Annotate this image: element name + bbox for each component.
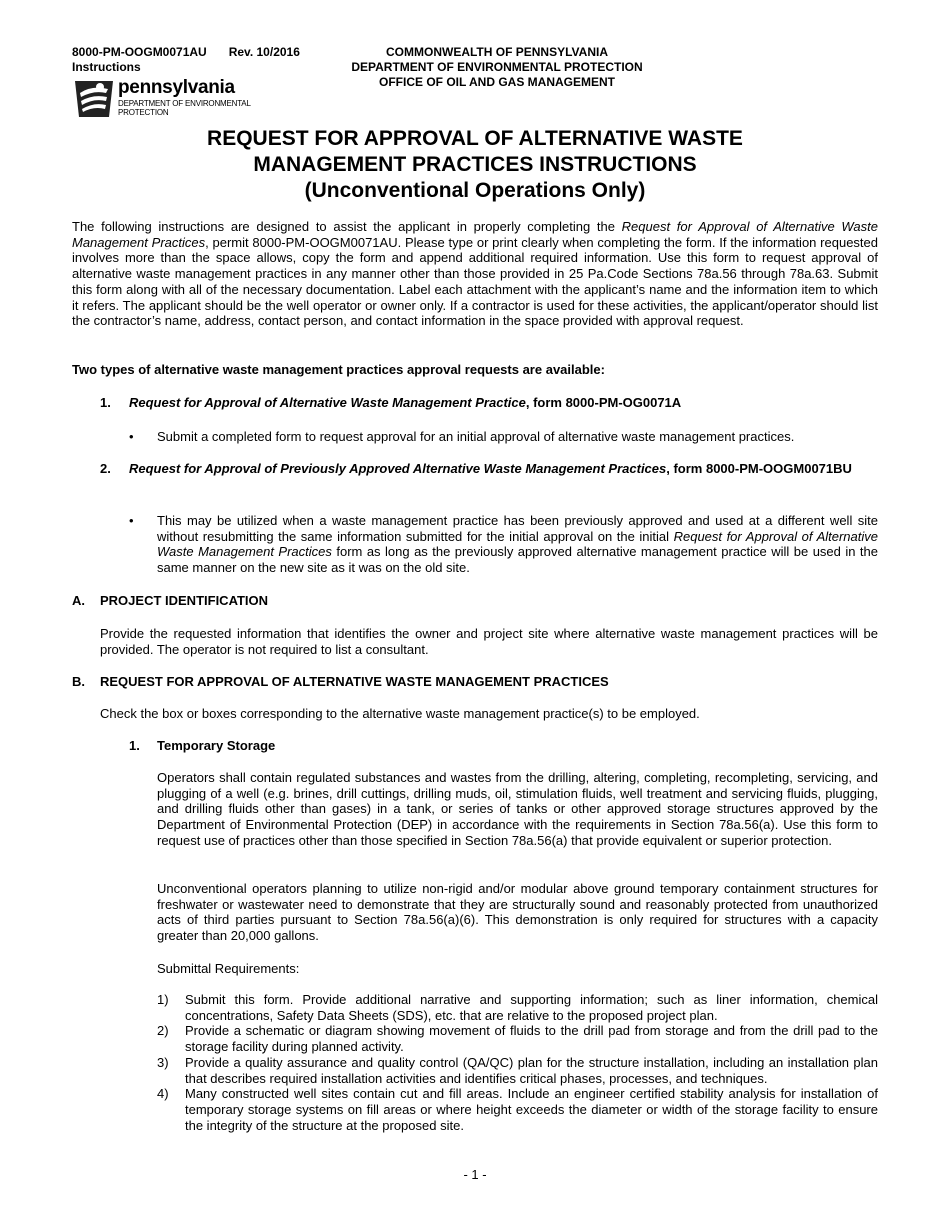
temporary-storage-para-2: Unconventional operators planning to utilize non-rigid and/or modular above ground temporary containment structures for freshwater or wastewater need to demonstrate that they are structurally sound and reasonably protected from unauthorized acts of third parties pursuant to Section 78a.56(a)(6). This demonstration is only required for structures with a capacity greater than 20,000 gallons.	[157, 881, 878, 944]
logo-dept-line: PROTECTION	[118, 108, 169, 117]
section-b-heading: REQUEST FOR APPROVAL OF ALTERNATIVE WASTE MANAGEMENT PRACTICES	[100, 674, 609, 689]
list-item-text: Submit this form. Provide additional narrative and supporting information; such as liner information, chemical concentrations, Safety Data Sheets (SDS), etc. that are relative to the proposed project plan.	[185, 992, 878, 1023]
logo-dept-text	[118, 99, 251, 117]
form-number: 8000-PM-OOGM0071AU	[72, 45, 207, 59]
type-1-form: , form 8000-PM-OG0071A	[525, 395, 682, 410]
list-item-text: Provide a quality assurance and quality control (QA/QC) plan for the structure installation, including an installation plan that describes required installation activities and identifies critical phases, processes, and techniques.	[185, 1054, 878, 1086]
page-title	[100, 126, 850, 204]
intro-paragraph	[72, 219, 878, 329]
type-2-form: , form 8000-PM-OOGM0071BU	[666, 461, 852, 476]
agency-line: OFFICE OF OIL AND GAS MANAGEMENT	[379, 75, 615, 89]
type-2-bullet-text: This may be utilized when a waste management practice has been previously approved and used at a different well site without resubmitting the same information submitted for the initial approval on the initial	[157, 513, 878, 544]
types-heading: Two types of alternative waste management practices approval requests are available:	[72, 362, 605, 377]
type-1-number: 1.	[100, 395, 111, 410]
list-item-number: 3)	[157, 1054, 169, 1070]
title-line-1: REQUEST FOR APPROVAL OF ALTERNATIVE WASTE	[207, 127, 743, 150]
bullet-icon: •	[129, 513, 134, 528]
list-item-number: 4)	[157, 1086, 169, 1102]
title-line-3: (Unconventional Operations Only)	[304, 179, 646, 202]
type-2-bullet-text-cont: form as long as the previously approved alternative management practice will be used in the same manner on the new site as it was on the old site.	[157, 544, 879, 576]
list-item-text: Many constructed well sites contain cut and fill areas. Include an engineer certified stability analysis for installation of temporary storage systems on fill areas or where height exceeds the diameter or width of the storage facility to ensure the integrity of the structure at the proposed site.	[185, 1086, 878, 1133]
title-line-2: MANAGEMENT PRACTICES INSTRUCTIONS	[253, 153, 697, 176]
agency-line: DEPARTMENT OF ENVIRONMENTAL PROTECTION	[351, 60, 643, 74]
list-item	[157, 992, 878, 1023]
agency-line: COMMONWEALTH OF PENNSYLVANIA	[386, 45, 608, 59]
temporary-storage-para-1: Operators shall contain regulated substances and wastes from the drilling, altering, completing, recompleting, servicing, and plugging of a well (e.g. brines, drill cuttings, drilling muds, oil, stimulation fluids, well treatment and servicing fluids, plugging, and drilling fluids other than gases) in a tank, or series of tanks or other approved storage structures approved by the Department of Environmental Protection (DEP) in accordance with the requirements in Section 78a.56(a). Use this form to request use of practices other than those specified in Section 78a.56(a) that provide equivalent or superior protection.	[157, 770, 878, 848]
section-a-heading: PROJECT IDENTIFICATION	[100, 593, 269, 608]
type-1-bullet: Submit a completed form to request approval for an initial approval of alternative waste management practices.	[157, 429, 795, 444]
submittal-heading: Submittal Requirements:	[157, 961, 300, 976]
requirements-list	[157, 992, 878, 1133]
logo-wordmark: pennsylvania	[118, 77, 235, 98]
keystone-logo-icon	[72, 79, 116, 119]
header-form-info	[72, 45, 300, 75]
list-item-number: 2)	[157, 1023, 169, 1039]
logo-dept-line: DEPARTMENT OF ENVIRONMENTAL	[118, 99, 251, 108]
list-item	[157, 1086, 878, 1133]
intro-text: The following instructions are designed to assist the applicant in properly completing the	[72, 219, 622, 234]
type-2-title-text: Request for Approval of Previously Approved Alternative Waste Management Practices	[129, 461, 667, 476]
bullet-icon: •	[129, 429, 134, 444]
type-1-title-text: Request for Approval of Alternative Waste Management Practice	[129, 395, 526, 410]
intro-text-cont: , permit 8000-PM-OOGM0071AU. Please type or print clearly when completing the form. If the information requested involves more than the space allows, copy the form and append additional required information. Use this form to request approval of alternative waste management practices in any manner other than those provided in 25 Pa.Code Sections 78a.56 through 78a.63. Submit this form along with all of the necessary documentation. Label each attachment with the applicant’s name and the information item to which it refers. The applicant should be the well operator or owner only. If a contractor is used for these activities, the applicant/operator should list the contractor’s name, address, contact person, and contact information in the space provided with approval request.	[72, 234, 878, 329]
section-b-text: Check the box or boxes corresponding to the alternative waste management practice(s) to be employed.	[100, 706, 700, 721]
type-2-bullet-form: Request for Approval of Alternative Waste Management Practices	[157, 528, 878, 560]
subsection-number: 1.	[129, 738, 140, 753]
section-a-text: Provide the requested information that identifies the owner and project site where alternative waste management practices will be provided. The operator is not required to list a consultant.	[100, 626, 878, 657]
revision: Rev. 10/2016	[228, 45, 300, 59]
intro-form-title: Request for Approval of Alternative Waste Management Practices	[72, 219, 878, 250]
pa-dep-logo	[72, 79, 272, 121]
list-item-text: Provide a schematic or diagram showing movement of fluids to the drill pad from storage and from the drill pad to the storage facility during planned activity.	[185, 1023, 878, 1055]
type-1-title	[129, 395, 878, 410]
list-item-number: 1)	[157, 992, 169, 1007]
page-number: - 1 -	[463, 1167, 487, 1182]
type-2-title	[129, 461, 878, 477]
agency-header	[300, 45, 694, 90]
section-a-letter: A.	[72, 593, 85, 608]
type-2-number: 2.	[100, 461, 111, 476]
doc-type: Instructions	[72, 60, 141, 74]
list-item	[157, 1023, 878, 1054]
list-item	[157, 1055, 878, 1086]
subsection-heading: Temporary Storage	[157, 738, 276, 753]
type-2-bullet	[157, 513, 878, 576]
section-b-letter: B.	[72, 674, 85, 689]
